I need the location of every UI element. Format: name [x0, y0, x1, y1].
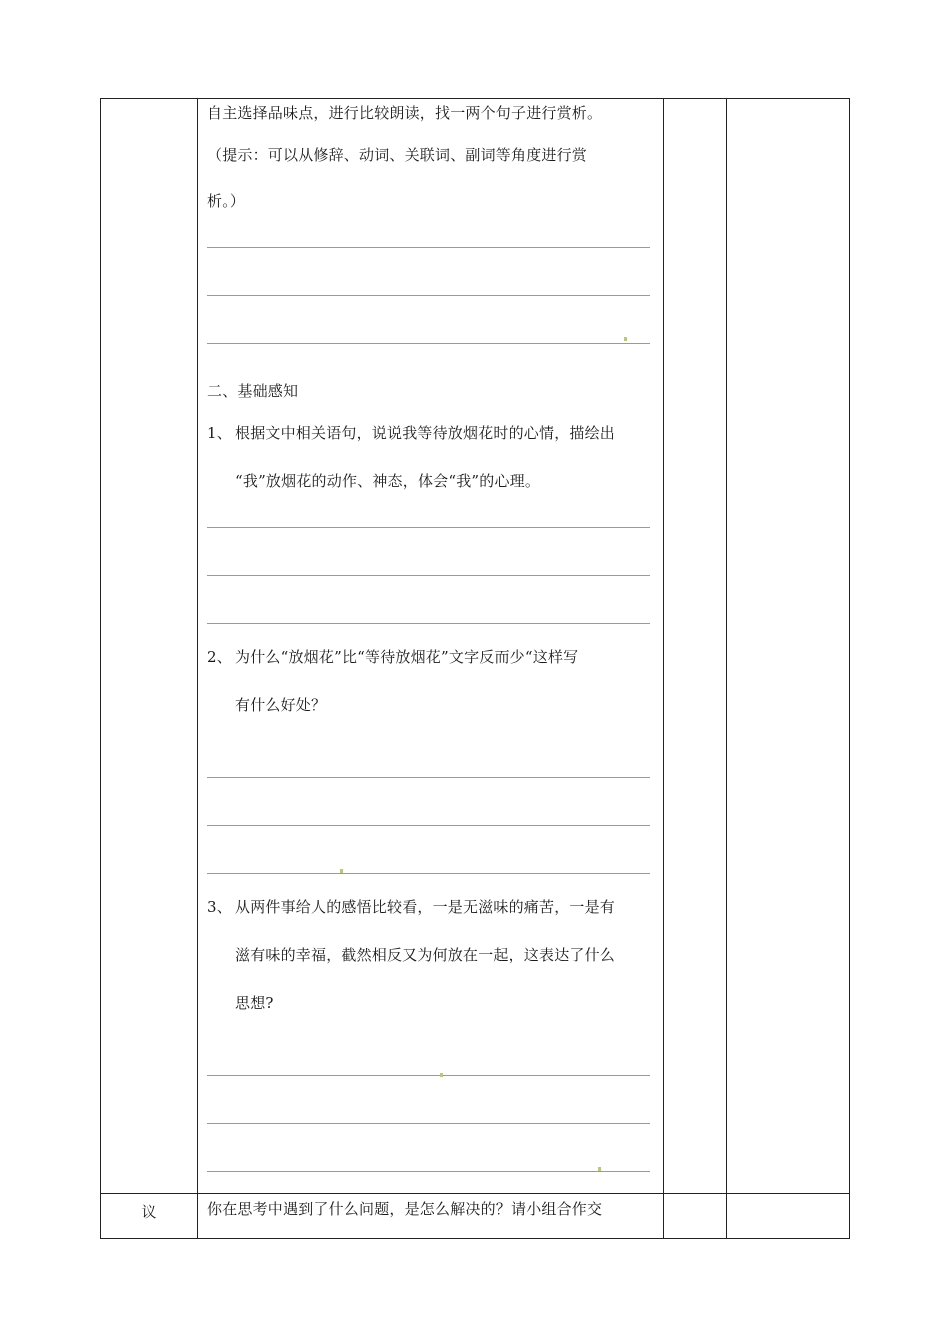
question-2-line1: 为什么“放烟花”比“等待放烟花”文字反而少“这样写 — [235, 648, 579, 666]
answer-line — [207, 1075, 650, 1076]
question-3-line2: 滋有味的幸福，截然相反又为何放在一起，这表达了什么 — [235, 946, 616, 964]
question-1-line2: “我”放烟花的动作、神态，体会“我”的心理。 — [235, 472, 541, 490]
question-3-line3: 思想? — [235, 994, 274, 1012]
answer-line — [207, 527, 650, 528]
hint-text-line2: 析。） — [207, 192, 246, 210]
question-number: 1、 — [207, 424, 232, 442]
hint-text-line1: （提示：可以从修辞、动词、关联词、副词等角度进行赏 — [207, 146, 588, 164]
question-number: 3、 — [207, 898, 232, 916]
answer-line — [207, 623, 650, 624]
decorative-dot — [624, 337, 627, 341]
row-label: 议 — [141, 1203, 157, 1221]
answer-line — [207, 247, 650, 248]
answer-line — [207, 343, 650, 344]
question-number: 2、 — [207, 648, 232, 666]
bottom-row-text: 你在思考中遇到了什么问题，是怎么解决的？请小组合作交 — [207, 1200, 603, 1218]
answer-line — [207, 1171, 650, 1172]
question-2-line2: 有什么好处？ — [235, 696, 327, 714]
column-divider — [726, 99, 727, 1238]
decorative-dot — [340, 869, 343, 873]
answer-line — [207, 873, 650, 874]
column-divider — [197, 99, 198, 1238]
column-divider — [663, 99, 664, 1238]
section-title: 二、基础感知 — [207, 382, 299, 400]
decorative-dot — [598, 1167, 601, 1171]
answer-line — [207, 295, 650, 296]
answer-line — [207, 1123, 650, 1124]
row-divider — [101, 1193, 849, 1194]
answer-line — [207, 575, 650, 576]
answer-line — [207, 777, 650, 778]
worksheet-table — [100, 98, 850, 1239]
intro-text: 自主选择品味点，进行比较朗读，找一两个句子进行赏析。 — [207, 104, 603, 122]
decorative-dot — [440, 1073, 443, 1077]
question-1-line1: 根据文中相关语句，说说我等待放烟花时的心情，描绘出 — [235, 424, 616, 442]
answer-line — [207, 825, 650, 826]
question-3-line1: 从两件事给人的感悟比较看，一是无滋味的痛苦，一是有 — [235, 898, 616, 916]
